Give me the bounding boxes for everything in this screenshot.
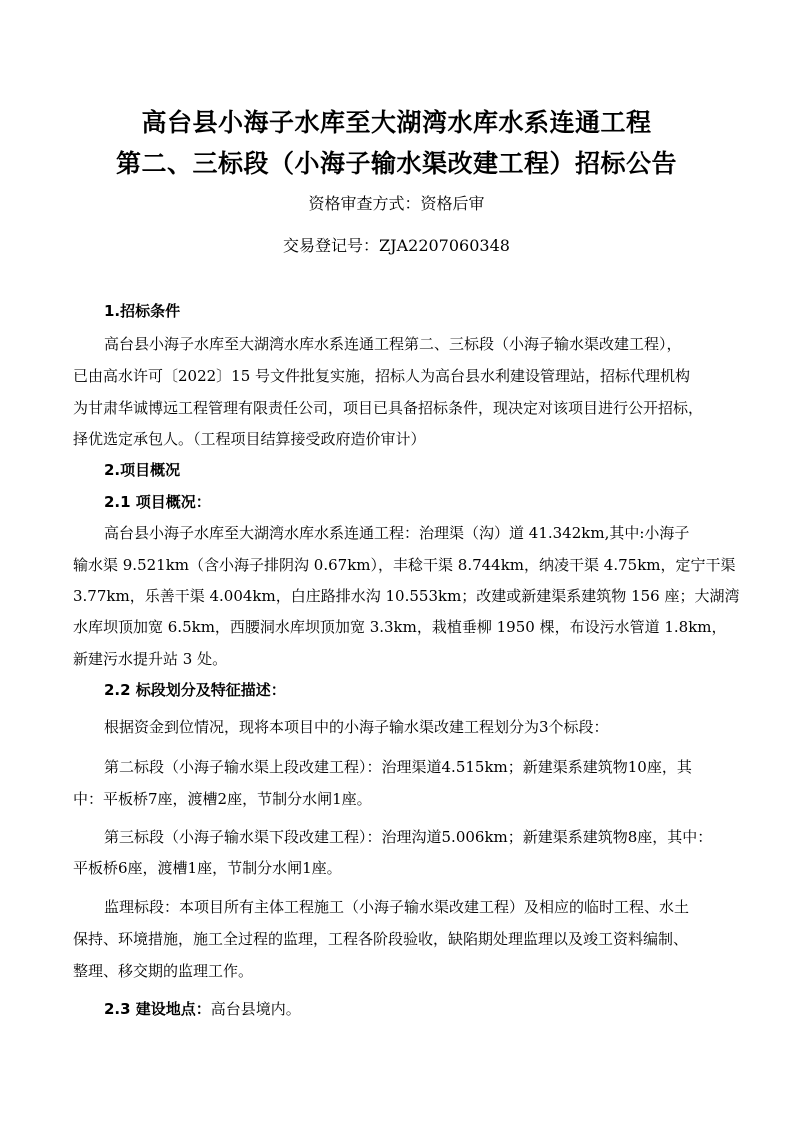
page-title-line1: 高台县小海子水库至大湖湾水库水系连通工程 [141, 108, 652, 137]
section-1-heading: 1.招标条件 [104, 302, 181, 320]
lot-3-line: 平板桥6座，渡槽1座，节制分水闸1座。 [73, 859, 342, 877]
qualification-method: 资格审查方式：资格后审 [308, 194, 485, 213]
section-1-line: 已由高水许可〔2022〕15 号文件批复实施，招标人为高台县水利建设管理站，招标代理机构 [73, 367, 691, 385]
supervision-lot-line: 整理、移交期的监理工作。 [73, 962, 254, 980]
lot-2-line: 第二标段（小海子输水渠上段改建工程）：治理渠道4.515km；新建渠系建筑物10座，其 [104, 758, 692, 776]
supervision-lot-line: 保持、环境措施，施工全过程的监理，工程各阶段验收，缺陷期处理监理以及竣工资料编制、 [73, 930, 689, 948]
lot-3-line: 第三标段（小海子输水渠下段改建工程）：治理沟道5.006km；新建渠系建筑物8座，其中： [104, 828, 713, 846]
section-2-1-line: 3.77km，乐善干渠 4.004km，白庄路排水沟 10.553km；改建或新建渠系建筑物 156 座；大湖湾 [73, 587, 740, 605]
lot-2-line: 中：平板桥7座，渡槽2座，节制分水闸1座。 [73, 790, 372, 808]
section-2-3-heading: 2.3 建设地点： [104, 1000, 211, 1018]
section-2-1-line: 新建污水提升站 3 处。 [73, 650, 228, 668]
section-2-1-line: 水库坝顶加宽 6.5km，西腰洞水库坝顶加宽 3.3km，栽植垂柳 1950 棵，布设污水管道 1.8km， [73, 618, 727, 636]
section-2-2-heading: 2.2 标段划分及特征描述： [104, 681, 286, 699]
section-1-line: 为甘肃华诚博远工程管理有限责任公司，项目已具备招标条件，现决定对该项目进行公开招标， [73, 399, 704, 417]
section-2-1-line: 输水渠 9.521km（含小海子排阴沟 0.67km），丰稔干渠 8.744km，纳凌干渠 4.75km，定宁干渠 [73, 556, 736, 574]
page-title-line2: 第二、三标段（小海子输水渠改建工程）招标公告 [115, 149, 677, 178]
section-2-1-heading: 2.1 项目概况： [104, 493, 211, 511]
construction-location-value: 高台县境内。 [210, 1000, 301, 1018]
section-1-line: 高台县小海子水库至大湖湾水库水系连通工程第二、三标段（小海子输水渠改建工程）， [104, 335, 682, 353]
section-2-heading: 2.项目概况 [104, 461, 181, 479]
section-2-1-line: 高台县小海子水库至大湖湾水库水系连通工程：治理渠（沟）道 41.342km,其中:小海子 [104, 524, 690, 542]
construction-location [104, 998, 301, 1019]
section-2-2-intro: 根据资金到位情况，现将本项目中的小海子输水渠改建工程划分为3个标段： [104, 718, 609, 736]
section-1-line: 择优选定承包人。（工程项目结算接受政府造价审计） [73, 430, 426, 448]
supervision-lot-line: 监理标段：本项目所有主体工程施工（小海子输水渠改建工程）及相应的临时工程、水土 [104, 898, 690, 916]
registration-number: 交易登记号：ZJA2207060348 [283, 236, 510, 255]
